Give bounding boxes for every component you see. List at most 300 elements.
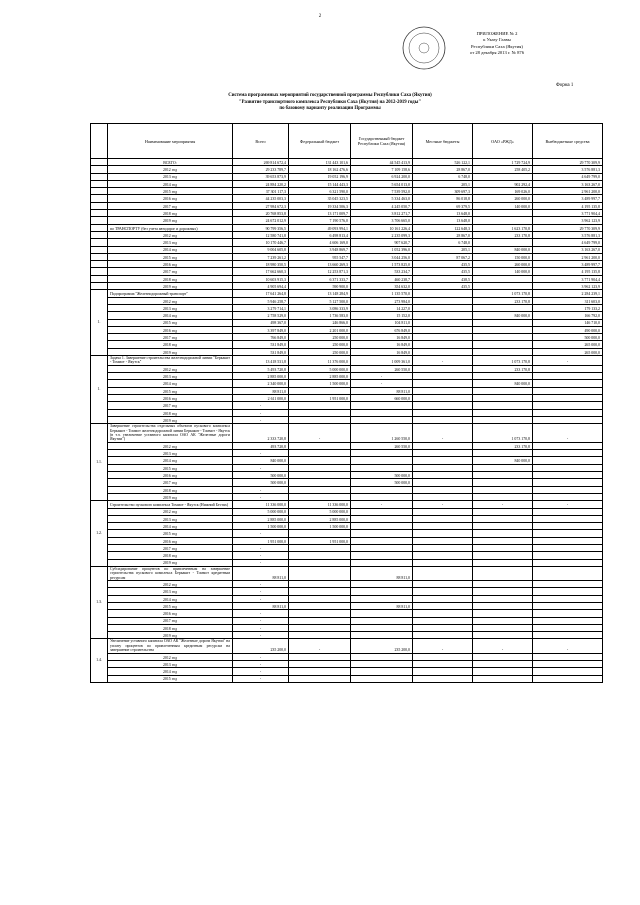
table-row <box>91 341 603 348</box>
table-row <box>91 668 603 675</box>
table-row <box>91 660 603 667</box>
value-cell <box>413 602 473 609</box>
value-cell: 269 814 672,4 <box>233 159 289 166</box>
value-cell <box>473 668 533 675</box>
row-index: 1. <box>91 356 108 424</box>
table-row <box>91 395 603 402</box>
table-row <box>91 365 603 372</box>
value-cell: 1 073 170,8 <box>473 356 533 366</box>
value-cell <box>533 409 603 416</box>
table-row <box>91 268 603 275</box>
table-row <box>91 457 603 464</box>
value-cell: 3 812 271,7 <box>351 210 413 217</box>
value-cell: - <box>233 653 289 660</box>
value-cell <box>289 409 351 416</box>
value-cell <box>351 544 413 551</box>
value-cell <box>289 566 351 580</box>
value-cell <box>533 559 603 566</box>
value-cell: 88 811,0 <box>351 602 413 609</box>
value-cell <box>413 552 473 559</box>
value-cell: 3 771 904,4 <box>533 275 603 282</box>
value-cell: 500 000,0 <box>233 479 289 486</box>
row-label: 2019 год <box>108 559 233 566</box>
row-index <box>91 224 108 231</box>
value-cell <box>473 395 533 402</box>
value-cell: 309 697,3 <box>413 188 473 195</box>
value-cell: - <box>473 501 533 508</box>
value-cell <box>473 632 533 639</box>
value-cell: 250 000,0 <box>289 341 351 348</box>
value-cell: 37 301 117,3 <box>233 188 289 195</box>
value-cell: - <box>351 373 413 380</box>
table-row <box>91 326 603 333</box>
value-cell <box>533 380 603 387</box>
table-row <box>91 283 603 290</box>
value-cell: 1 500 000,0 <box>289 380 351 387</box>
value-cell <box>473 559 533 566</box>
value-cell <box>473 523 533 530</box>
value-cell <box>351 588 413 595</box>
table-header-row <box>91 124 603 159</box>
value-cell <box>413 595 473 602</box>
row-index <box>91 173 108 180</box>
table-row <box>91 624 603 631</box>
row-label: 2014 год <box>108 595 233 602</box>
value-cell <box>533 395 603 402</box>
value-cell: 258 405,2 <box>473 166 533 173</box>
value-cell: 907 620,7 <box>351 239 413 246</box>
value-cell: 90 799 356,5 <box>233 224 289 231</box>
value-cell: 39 653 873,9 <box>233 173 289 180</box>
row-label: 2012 год <box>108 442 233 449</box>
value-cell: 531 849,0 <box>233 348 289 355</box>
value-cell: - <box>533 501 603 508</box>
table-row <box>91 479 603 486</box>
value-cell: 166 792,0 <box>533 312 603 319</box>
value-cell <box>473 239 533 246</box>
value-cell <box>351 508 413 515</box>
value-cell: 13 148 284,9 <box>289 290 351 297</box>
value-cell <box>473 217 533 224</box>
row-index: 1.1. <box>91 424 108 501</box>
table-row <box>91 602 603 609</box>
table-row <box>91 675 603 682</box>
table-row <box>91 373 603 380</box>
value-cell <box>473 508 533 515</box>
value-cell <box>473 319 533 326</box>
value-cell: 5 000 000,0 <box>233 508 289 515</box>
value-cell: 146 710,0 <box>533 319 603 326</box>
row-label: 2013 год <box>108 450 233 457</box>
table-row <box>91 632 603 639</box>
value-cell: 179 133,2 <box>533 304 603 311</box>
row-index <box>91 166 108 173</box>
row-index <box>91 159 108 166</box>
value-cell <box>413 566 473 580</box>
value-cell <box>413 450 473 457</box>
table-row <box>91 588 603 595</box>
value-cell <box>289 486 351 493</box>
row-label: 2019 год <box>108 348 233 355</box>
row-index <box>91 188 108 195</box>
value-cell <box>473 581 533 588</box>
value-cell: 2 235 099,3 <box>351 231 413 238</box>
value-cell: 1 073 170,8 <box>473 290 533 297</box>
value-cell <box>413 464 473 471</box>
row-index <box>91 195 108 202</box>
value-cell <box>473 617 533 624</box>
table-row <box>91 566 603 580</box>
value-cell <box>413 290 473 297</box>
table-row <box>91 595 603 602</box>
row-label: 2013 год <box>108 304 233 311</box>
value-cell: - <box>233 595 289 602</box>
value-cell: 104 811,0 <box>351 319 413 326</box>
value-cell: 435,5 <box>413 268 473 275</box>
value-cell: 2 885 000,0 <box>233 373 289 380</box>
value-cell: - <box>233 530 289 537</box>
value-cell: 88 811,0 <box>233 602 289 609</box>
value-cell: - <box>233 552 289 559</box>
value-cell <box>533 653 603 660</box>
value-cell <box>351 464 413 471</box>
value-cell: 6 498 813,4 <box>289 231 351 238</box>
row-label: 2014 год <box>108 668 233 675</box>
row-label: Подпрограмма "Железнодорожный транспорт" <box>108 290 233 297</box>
value-cell <box>533 472 603 479</box>
value-cell <box>473 275 533 282</box>
row-label: Завершение строительства отдельных объектов пускового комплекса Беркакит - Томмот железнодорожной линии Беркакит - Томмот - Якутск (в т.ч. увеличение уставного капитала ОАО АК "Железные дороги Якутии") <box>108 424 233 443</box>
program-measures-table <box>90 123 603 683</box>
value-cell <box>533 450 603 457</box>
value-cell: 676 849,0 <box>351 326 413 333</box>
value-cell: 169 026,0 <box>473 188 533 195</box>
row-label: 2016 год <box>108 537 233 544</box>
row-label: Задача 1. Завершение строительства железнодорожной линии "Беркакит - Томмот - Якутск" <box>108 356 233 366</box>
table-row <box>91 450 603 457</box>
value-cell: 6 321 590,0 <box>289 188 351 195</box>
value-cell: 2 201 000,0 <box>289 326 351 333</box>
column-header: Государственный бюджет Республики Саха (Якутия) <box>351 124 413 159</box>
value-cell: 2 284 239,1 <box>533 290 603 297</box>
value-cell <box>473 210 533 217</box>
value-cell <box>473 493 533 500</box>
value-cell: - <box>233 624 289 631</box>
value-cell <box>413 660 473 667</box>
row-index: 1.4. <box>91 639 108 682</box>
value-cell: - <box>413 356 473 366</box>
value-cell <box>473 530 533 537</box>
value-cell <box>413 387 473 394</box>
value-cell: 3 489 997,7 <box>533 195 603 202</box>
value-cell: - <box>413 639 473 653</box>
value-cell: 1 951 000,0 <box>289 395 351 402</box>
value-cell <box>289 559 351 566</box>
value-cell: 3 086 333,9 <box>289 304 351 311</box>
row-label: 2012 год <box>108 581 233 588</box>
value-cell: 19 334 506,3 <box>289 202 351 209</box>
value-cell: 86 018,8 <box>413 195 473 202</box>
value-cell <box>289 552 351 559</box>
value-cell <box>289 544 351 551</box>
value-cell: 29 770 309,9 <box>533 224 603 231</box>
value-cell: 122 648,3 <box>413 224 473 231</box>
value-cell <box>351 617 413 624</box>
row-label: 2016 год <box>108 326 233 333</box>
value-cell <box>533 675 603 682</box>
value-cell <box>473 409 533 416</box>
value-cell <box>351 416 413 423</box>
value-cell <box>351 409 413 416</box>
table-row <box>91 231 603 238</box>
value-cell <box>473 566 533 580</box>
value-cell: 18 162 476,6 <box>289 166 351 173</box>
value-cell: 233 170,8 <box>473 231 533 238</box>
table-row <box>91 312 603 319</box>
value-cell: 840 000,0 <box>233 457 289 464</box>
value-cell: 13 648,0 <box>413 217 473 224</box>
value-cell <box>413 457 473 464</box>
value-cell: 13 660 269,3 <box>289 261 351 268</box>
row-label: 2018 год <box>108 486 233 493</box>
value-cell <box>413 334 473 341</box>
value-cell: - <box>233 581 289 588</box>
value-cell <box>473 464 533 471</box>
value-cell <box>289 472 351 479</box>
table-row <box>91 224 603 231</box>
value-cell <box>533 602 603 609</box>
value-cell: 88 811,0 <box>233 387 289 394</box>
row-index: 1.3. <box>91 566 108 639</box>
table-row <box>91 493 603 500</box>
value-cell: 16 849,0 <box>351 341 413 348</box>
value-cell: 1 009 361,0 <box>351 356 413 366</box>
value-cell <box>413 544 473 551</box>
value-cell <box>413 617 473 624</box>
title-line: "Развитие транспортного комплекса Республики Саха (Якутия) на 2012-2019 годы" <box>238 99 422 105</box>
value-cell: 88 811,0 <box>351 566 413 580</box>
value-cell: 10 161 226,4 <box>351 224 413 231</box>
value-cell: 140 000,0 <box>473 268 533 275</box>
row-label: 2015 год <box>108 675 233 682</box>
row-label: 2016 год <box>108 610 233 617</box>
row-label: 2019 год <box>108 632 233 639</box>
value-cell <box>289 581 351 588</box>
value-cell: 16 849,0 <box>351 334 413 341</box>
table-row <box>91 180 603 187</box>
value-cell <box>413 402 473 409</box>
table-row <box>91 552 603 559</box>
table-row <box>91 530 603 537</box>
value-cell <box>351 552 413 559</box>
value-cell: 490 000,0 <box>533 326 603 333</box>
value-cell <box>351 515 413 522</box>
value-cell: 44 545 413,9 <box>351 159 413 166</box>
row-label: 2017 год <box>108 544 233 551</box>
value-cell: 140 000,0 <box>473 202 533 209</box>
value-cell <box>413 297 473 304</box>
value-cell <box>351 581 413 588</box>
value-cell <box>413 588 473 595</box>
value-cell <box>289 668 351 675</box>
value-cell <box>413 341 473 348</box>
value-cell: 4 606 169,0 <box>289 239 351 246</box>
value-cell <box>533 523 603 530</box>
value-cell: 1 736 583,0 <box>289 312 351 319</box>
row-label: 2012 год <box>108 365 233 372</box>
table-row <box>91 402 603 409</box>
value-cell <box>413 653 473 660</box>
value-cell: 1 135 570,0 <box>351 290 413 297</box>
value-cell <box>533 457 603 464</box>
title-line: по базовому варианту реализации Программы <box>279 106 381 112</box>
row-index <box>91 202 108 209</box>
value-cell: - <box>233 402 289 409</box>
value-cell <box>473 544 533 551</box>
approval-line: от 28 декабря 2013 г. № 876 <box>469 50 525 56</box>
value-cell <box>351 537 413 544</box>
value-cell <box>533 632 603 639</box>
table-row <box>91 653 603 660</box>
value-cell <box>533 479 603 486</box>
value-cell: 15 144 443,3 <box>289 180 351 187</box>
row-index <box>91 246 108 253</box>
value-cell <box>473 610 533 617</box>
value-cell <box>289 493 351 500</box>
value-cell: 1 573 825,0 <box>351 261 413 268</box>
value-cell <box>413 530 473 537</box>
value-cell <box>473 472 533 479</box>
value-cell <box>533 668 603 675</box>
table-row <box>91 334 603 341</box>
value-cell <box>413 326 473 333</box>
value-cell: 526 122,1 <box>413 159 473 166</box>
row-label: 2014 год <box>108 312 233 319</box>
value-cell <box>413 348 473 355</box>
value-cell: 2 885 000,0 <box>289 373 351 380</box>
value-cell <box>413 395 473 402</box>
table-row <box>91 544 603 551</box>
row-label: ВСЕГО: <box>108 159 233 166</box>
value-cell: 88 811,0 <box>233 566 289 580</box>
value-cell <box>473 373 533 380</box>
value-cell <box>413 668 473 675</box>
value-cell <box>351 559 413 566</box>
row-index <box>91 210 108 217</box>
value-cell <box>473 479 533 486</box>
value-cell <box>533 581 603 588</box>
value-cell: 235 200,0 <box>233 639 289 653</box>
value-cell <box>351 595 413 602</box>
column-header: Наименование мероприятия <box>108 124 233 159</box>
value-cell: - <box>233 660 289 667</box>
value-cell <box>533 624 603 631</box>
value-cell: 2 758 529,0 <box>233 312 289 319</box>
value-cell: 4 649 799,0 <box>533 173 603 180</box>
value-cell <box>413 581 473 588</box>
row-index <box>91 231 108 238</box>
value-cell: 1 500 000,0 <box>233 523 289 530</box>
value-cell: 5 654 013,0 <box>351 180 413 187</box>
value-cell: 4 649 799,0 <box>533 239 603 246</box>
table-row <box>91 617 603 624</box>
value-cell: 1 951 000,0 <box>233 537 289 544</box>
column-header: Местные бюджеты <box>413 124 473 159</box>
row-label: 2019 год <box>108 217 233 224</box>
value-cell: 1 951 000,0 <box>289 537 351 544</box>
value-cell: 9 004 605,8 <box>233 246 289 253</box>
row-label: 2014 год <box>108 180 233 187</box>
value-cell: 4 245 050,7 <box>351 202 413 209</box>
value-cell: 10 170 446,7 <box>233 239 289 246</box>
value-cell <box>473 416 533 423</box>
row-label: 2016 год <box>108 261 233 268</box>
table-row <box>91 387 603 394</box>
value-cell <box>473 173 533 180</box>
value-cell: - <box>233 450 289 457</box>
value-cell: - <box>233 416 289 423</box>
value-cell: 250 000,0 <box>289 348 351 355</box>
value-cell <box>473 334 533 341</box>
value-cell <box>473 348 533 355</box>
column-header: Федеральный бюджет <box>289 124 351 159</box>
value-cell: 7 109 158,6 <box>351 166 413 173</box>
value-cell: - <box>233 409 289 416</box>
value-cell <box>473 283 533 290</box>
row-label: 2013 год <box>108 588 233 595</box>
table-row <box>91 202 603 209</box>
value-cell: 5 334 463,0 <box>351 195 413 202</box>
value-cell: 311 603,0 <box>533 297 603 304</box>
row-label: 2012 год <box>108 231 233 238</box>
value-cell: 500 000,0 <box>351 479 413 486</box>
value-cell: 902 292,4 <box>473 180 533 187</box>
value-cell: 18 980 350,5 <box>233 261 289 268</box>
value-cell <box>413 523 473 530</box>
row-index <box>91 217 108 224</box>
row-label: 2013 год <box>108 660 233 667</box>
value-cell: 7 239 261,2 <box>233 253 289 260</box>
row-index <box>91 253 108 260</box>
value-cell <box>351 632 413 639</box>
value-cell <box>289 402 351 409</box>
table-row <box>91 210 603 217</box>
value-cell: 438,5 <box>413 275 473 282</box>
row-label: 2013 год <box>108 515 233 522</box>
row-label: 2012 год <box>108 653 233 660</box>
table-row <box>91 416 603 423</box>
table-row <box>91 290 603 297</box>
row-label: Субсидирование процентов по привлеченным на завершение строительства пускового комплекса Беркакит - Томмот кредитным ресурсам <box>108 566 233 580</box>
value-cell: 87 067,2 <box>413 253 473 260</box>
value-cell <box>533 544 603 551</box>
row-index <box>91 283 108 290</box>
value-cell: - <box>289 639 351 653</box>
value-cell <box>351 523 413 530</box>
row-index <box>91 239 108 246</box>
value-cell <box>533 552 603 559</box>
value-cell: 260 000,0 <box>473 195 533 202</box>
value-cell: 13 418 531,8 <box>233 356 289 366</box>
value-cell: 2 885 000,0 <box>233 515 289 522</box>
table-row <box>91 515 603 522</box>
row-label: 2018 год <box>108 341 233 348</box>
table-row <box>91 188 603 195</box>
value-cell: 205,1 <box>413 180 473 187</box>
row-label: 2012 год <box>108 297 233 304</box>
row-label: 2016 год <box>108 395 233 402</box>
table-row <box>91 508 603 515</box>
